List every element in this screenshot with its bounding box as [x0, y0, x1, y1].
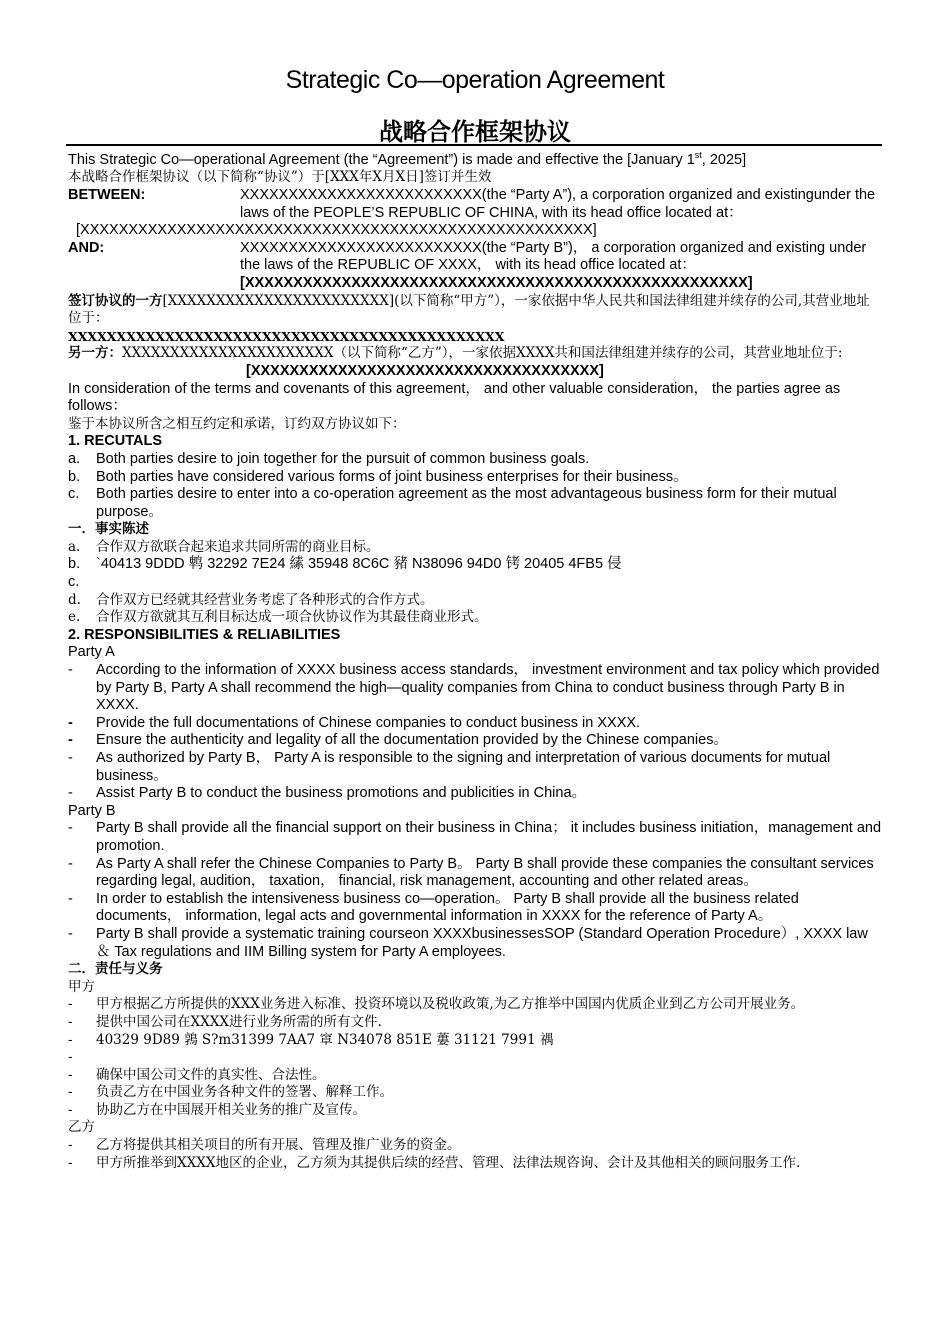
cn-party-a-heading: 甲方: [68, 978, 95, 995]
list-item: b. Both parties have considered various forms of joint business enterprises for their business。: [68, 468, 688, 485]
cn-party-a-text: [XXXXXXXXXXXXXXXXXXXXXXX](以下简称“甲方”），一家依据中华人民共和国法律组建并续存的公司,其营业地址位于：: [68, 292, 870, 327]
cn-party-b-list: [68, 1137, 882, 1172]
list-item: - Party B shall provide a systematic training courseon XXXXbusinessesSOP (Standard Operation Procedure）, XXXX law ＆ Tax regulations and IIM Billing system for Party A employees.: [68, 925, 868, 960]
party-a-address: [XXXXXXXXXXXXXXXXXXXXXXXXXXXXXXXXXXXXXXXXXXXXXXXXXXXXX]: [76, 222, 597, 239]
party-a-heading: Party A: [68, 644, 115, 661]
title-rule: [66, 144, 882, 146]
party-a-list: [68, 662, 882, 803]
party-b-heading: Party B: [68, 802, 116, 819]
cn-party-a-address: XXXXXXXXXXXXXXXXXXXXXXXXXXXXXXXXXXXXXXXXXXXXX: [68, 328, 505, 344]
list-item: - According to the information of XXXX business access standards， investment environment and tax policy which provided by Party B, Party A shall recommend the high—quality companies from China to conduct business through Party B in XXXX.: [68, 662, 880, 714]
section-1-cn-list: [68, 539, 882, 627]
party-b-address: [XXXXXXXXXXXXXXXXXXXXXXXXXXXXXXXXXXXXXXXXXXXXXXXXXXXX]: [240, 274, 753, 291]
list-item: -: [68, 1049, 73, 1066]
list-item: - Ensure the authenticity and legality of all the documentation provided by the Chinese companies。: [68, 732, 728, 749]
cn-party-b-label: 另一方：: [68, 345, 122, 362]
list-item: c. Both parties desire to enter into a co-operation agreement as the most advantageous business form for their mutual purpose。: [68, 486, 837, 520]
cn-party-b-clause: [68, 345, 882, 363]
intro-chinese: 本战略合作框架协议（以下简称“协议”）于[XXX年X月X日]签订并生效: [68, 169, 492, 186]
list-item: - Assist Party B to conduct the business promotions and publicities in China。: [68, 785, 587, 802]
list-item: - As authorized by Party B， Party A is responsible to the signing and interpretation of various documents for mutual business。: [68, 750, 831, 784]
and-label: AND:: [68, 239, 105, 256]
list-item: - 甲方所推举到XXXX地区的企业，乙方须为其提供后续的经营、管理、法律法规咨询、会计及其他相关的顾问服务工作.: [68, 1154, 801, 1171]
list-item: d. 合作双方已经就其经营业务考虑了各种形式的合作方式。: [68, 591, 434, 608]
section-2-title: 2. RESPONSIBILITIES & RELIABILITIES: [68, 626, 341, 643]
list-item: - 乙方将提供其相关项目的所有开展、管理及推广业务的资金。: [68, 1137, 461, 1154]
list-item: - In order to establish the intensiveness business co—operation。 Party B shall provide all the business related documents， information, legal acts and governmental information in XXXX for the reference of Party A。: [68, 890, 799, 925]
list-item: - 负责乙方在中国业务各种文件的签署、解释工作。: [68, 1084, 393, 1101]
and-clause: [68, 240, 882, 275]
list-item: e. 合作双方欲就其互利目标达成一项合伙协议作为其最佳商业形式。: [68, 609, 488, 626]
title-chinese: 战略合作框架协议: [379, 118, 571, 146]
section-2-cn-title: 二．责任与义务: [68, 961, 163, 978]
list-item: - 甲方根据乙方所提供的XXX业务进入标准、投资环境以及税收政策,为乙方推举中国国内优质企业到乙方公司开展业务。: [68, 996, 805, 1013]
section-1-title: 1. RECUTALS: [68, 433, 162, 450]
list-item: - Provide the full documentations of Chinese companies to conduct business in XXXX.: [68, 714, 641, 731]
cn-party-b-text: XXXXXXXXXXXXXXXXXXXXXX（以下简称“乙方”），一家依据XXXX共和国法律组建并续存的公司，其营业地址位于:: [122, 345, 843, 362]
consideration-chinese: 鉴于本协议所含之相互约定和承诺，订约双方协议如下：: [68, 415, 406, 432]
consideration-english: In consideration of the terms and covenants of this agreement， and other valuable consideration， the parties agree as follows：: [68, 380, 841, 415]
party-b-list: [68, 820, 882, 961]
list-item: a. Both parties desire to join together for the pursuit of common business goals.: [68, 450, 590, 467]
list-item: - 确保中国公司文件的真实性、合法性。: [68, 1066, 326, 1083]
section-1-cn-title: 一．事实陈述: [68, 521, 149, 538]
between-clause: [68, 187, 882, 222]
cn-party-a-clause: [68, 293, 882, 328]
between-label: BETWEEN:: [68, 187, 146, 204]
list-item: - 提供中国公司在XXXX进行业务所需的所有文件.: [68, 1013, 382, 1030]
list-item: b. `40413 9DDD 鹎 32292 7E24 縤 35948 8C6C 豬 N38096 94D0 铐 20405 4FB5 侵: [68, 556, 622, 573]
agreement-body: [68, 147, 882, 1172]
list-item: - Party B shall provide all the financial support on their business in China； it includes business initiation，management and promotion.: [68, 820, 882, 854]
intro-english: This Strategic Co—operational Agreement (the “Agreement”) is made and effective the [January 1st, 2025]: [68, 150, 747, 168]
section-1-list: [68, 451, 882, 521]
list-item: - 协助乙方在中国展开相关业务的推广及宣传。: [68, 1101, 366, 1118]
cn-party-a-list: [68, 996, 882, 1119]
and-text: XXXXXXXXXXXXXXXXXXXXXXXXX(the “Party B”)， a corporation organized and existing under the laws of the REPUBLIC OF XXXX， with its head office located at：: [240, 239, 867, 274]
cn-party-b-address: [XXXXXXXXXXXXXXXXXXXXXXXXXXXXXXXXXXXX]: [246, 362, 604, 379]
list-item: - 40329 9D89 鶉 S?m31399 7AA7 窧 N34078 851E 蔞 31121 7991 禑: [68, 1031, 554, 1048]
cn-party-a-label: 签订协议的一方: [68, 292, 163, 309]
between-text: XXXXXXXXXXXXXXXXXXXXXXXXX(the “Party A”), a corporation organized and existingunder the laws of the PEOPLE’S REPUBLIC OF CHINA, with its head office located at：: [240, 187, 876, 221]
title-english: Strategic Co—operation Agreement: [285, 66, 665, 94]
list-item: c.: [68, 574, 80, 591]
cn-party-b-heading: 乙方: [68, 1119, 95, 1136]
list-item: - As Party A shall refer the Chinese Companies to Party B。 Party B shall provide these companies the consultant services regarding legal, audition， taxation， financial, risk management, accounting and other related areas。: [68, 855, 874, 890]
list-item: a. 合作双方欲联合起来追求共同所需的商业目标。: [68, 538, 380, 555]
